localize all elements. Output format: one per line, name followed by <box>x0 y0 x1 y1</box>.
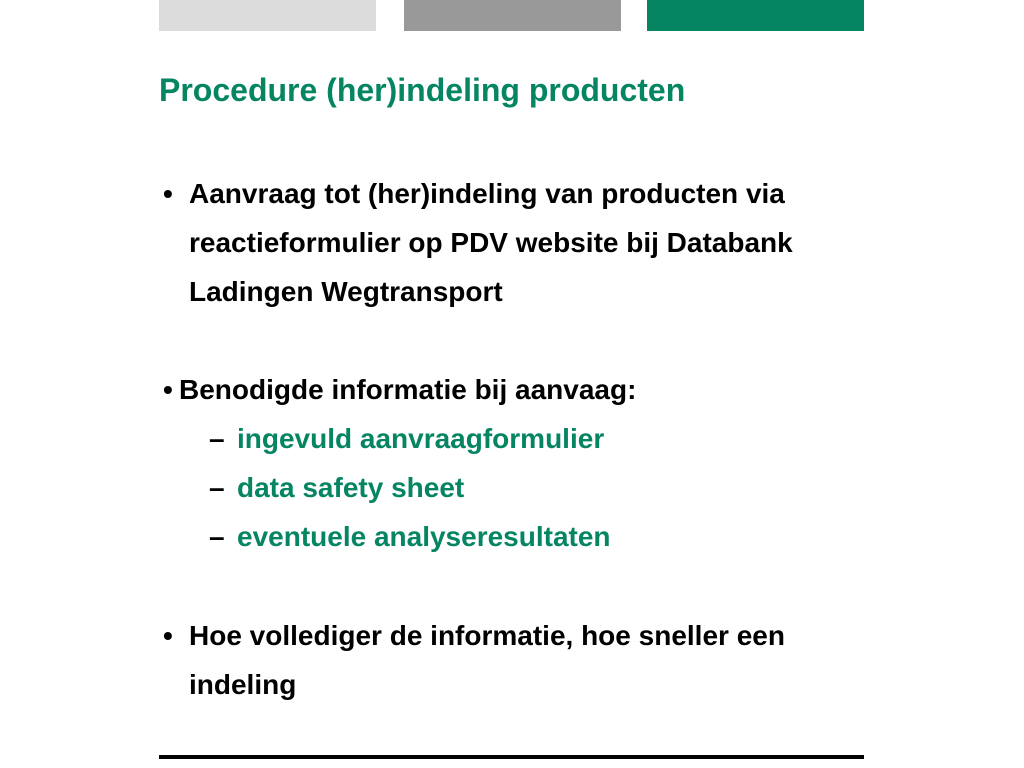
dash-mark: – <box>209 521 225 552</box>
sub-item <box>209 512 611 561</box>
bullet-mark: • <box>163 178 173 209</box>
bullet-mark: • <box>163 374 173 405</box>
bullet-text: Benodigde informatie bij aanvaag: <box>179 374 637 405</box>
sub-item <box>209 463 611 512</box>
bullet-item <box>159 611 879 709</box>
top-bar-light <box>159 0 376 31</box>
sub-item-text: eventuele analyseresultaten <box>237 521 611 552</box>
sub-item <box>209 414 611 463</box>
top-bar-green <box>647 0 864 31</box>
sub-list <box>209 414 611 561</box>
bullet-item <box>159 365 879 414</box>
bullet-mark: • <box>163 620 173 651</box>
dash-mark: – <box>209 423 225 454</box>
bullet-item <box>159 169 879 316</box>
slide-title: Procedure (her)indeling producten <box>159 72 686 108</box>
bullet-text: Hoe vollediger de informatie, hoe sneller een indeling <box>189 620 785 700</box>
sub-item-text: ingevuld aanvraagformulier <box>237 423 605 454</box>
top-bar-mid <box>404 0 621 31</box>
bottom-divider <box>159 755 864 759</box>
bullet-text: Aanvraag tot (her)indeling van producten via reactieformulier op PDV website bij Databank Ladingen Wegtransport <box>189 178 793 307</box>
dash-mark: – <box>209 472 225 503</box>
sub-item-text: data safety sheet <box>237 472 465 503</box>
